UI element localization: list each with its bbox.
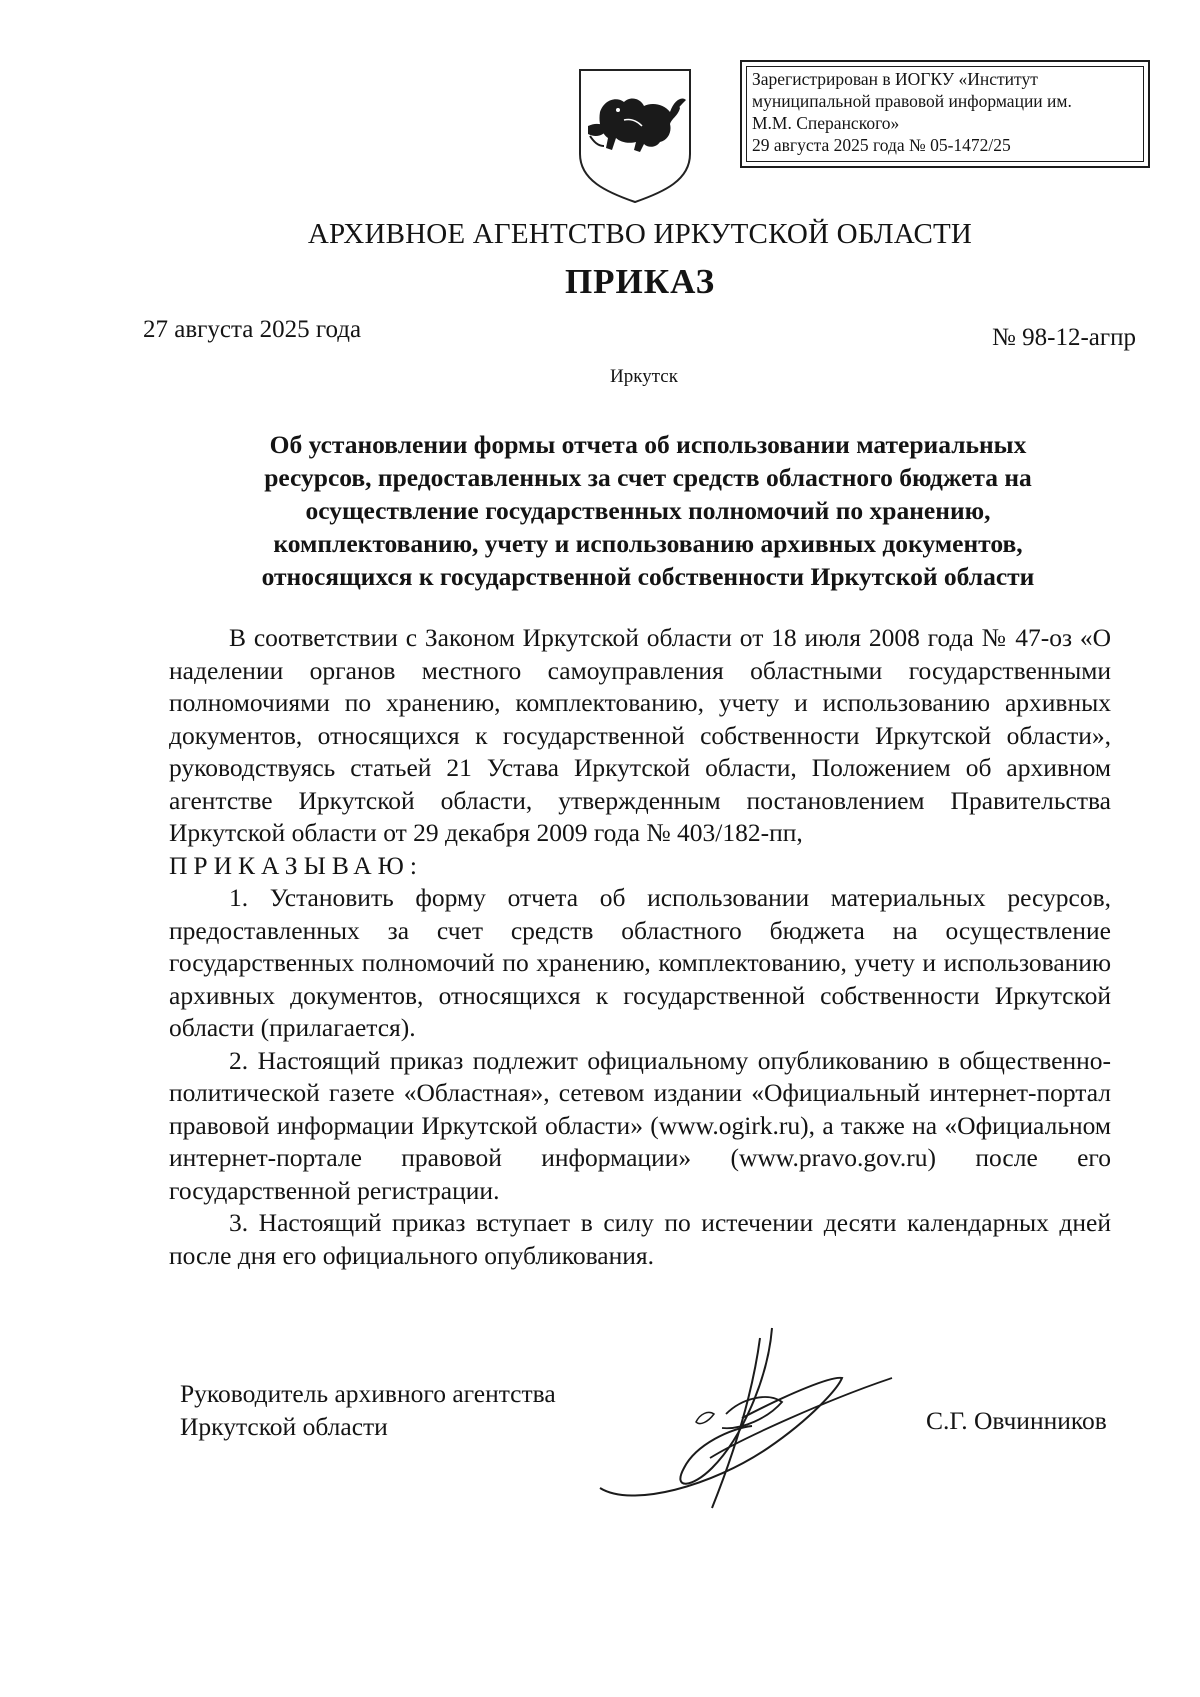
title-line-1: Об установлении формы отчета об использовании материальных xyxy=(269,430,1027,459)
registration-line-3: М.М. Сперанского» xyxy=(752,113,900,133)
coat-of-arms-icon xyxy=(574,66,696,206)
order-item-1: 1. Установить форму отчета об использовании материальных ресурсов, предоставленных за счет средств областного бюджета на осуществление государственных полномочий по хранению, комплектованию, учету и использованию архивных документов, относящихся к государственной собственности Иркутской области (прилагается). xyxy=(169,883,1111,1042)
document-title xyxy=(150,428,1146,593)
preamble-paragraph: В соответствии с Законом Иркутской области от 18 июля 2008 года № 47-оз «О наделении органов местного самоуправления областными государственными полномочиями по хранению, комплектованию, учету и использованию архивных документов, относящихся к государственной собственности Иркутской области», руководствуясь статьей 21 Устава Иркутской области, Положением об архивном агентстве Иркутской области, утвержденным постановлением Правительства Иркутской области от 29 декабря 2009 года № 403/182-пп, xyxy=(169,623,1111,847)
document-date: 27 августа 2025 года xyxy=(143,316,362,343)
registration-stamp xyxy=(740,60,1150,168)
title-line-4: комплектованию, учету и использованию архивных документов, xyxy=(273,529,1023,558)
signature-icon xyxy=(592,1318,912,1528)
signatory-position-line-1: Руководитель архивного агентства xyxy=(180,1379,556,1408)
title-line-3: осуществление государственных полномочий по хранению, xyxy=(305,496,991,525)
order-word: ПРИКАЗЫВАЮ: xyxy=(169,850,423,880)
title-line-5: относящихся к государственной собственности Иркутской области xyxy=(261,562,1035,591)
agency-name: АРХИВНОЕ АГЕНТСТВО ИРКУТСКОЙ ОБЛАСТИ xyxy=(307,218,973,250)
title-line-2: ресурсов, предоставленных за счет средств областного бюджета на xyxy=(264,463,1032,492)
document-body xyxy=(169,622,1111,1272)
registration-line-1: Зарегистрирован в ИОГКУ «Институт xyxy=(752,69,1038,89)
signatory-position xyxy=(180,1377,556,1443)
order-item-3: 3. Настоящий приказ вступает в силу по истечении десяти календарных дней после дня его официального опубликования. xyxy=(169,1208,1111,1270)
order-item-2: 2. Настоящий приказ подлежит официальному опубликованию в общественно-политической газете «Областная», сетевом издании «Официальный интернет-портал правовой информации Иркутской области» (www.ogirk.ru), а также на «Официальном интернет-портале правовой информации» (www.pravo.gov.ru) после его государственной регистрации. xyxy=(169,1045,1111,1205)
document-city: Иркутск xyxy=(610,366,678,387)
document-number: № 98-12-агпр xyxy=(992,324,1136,351)
signer-name: С.Г. Овчинников xyxy=(926,1406,1107,1435)
signatory-position-line-2: Иркутской области xyxy=(180,1412,388,1441)
registration-line-4: 29 августа 2025 года № 05-1472/25 xyxy=(752,135,1011,155)
document-type: ПРИКАЗ xyxy=(564,262,716,301)
registration-line-2: муниципальной правовой информации им. xyxy=(752,91,1072,111)
